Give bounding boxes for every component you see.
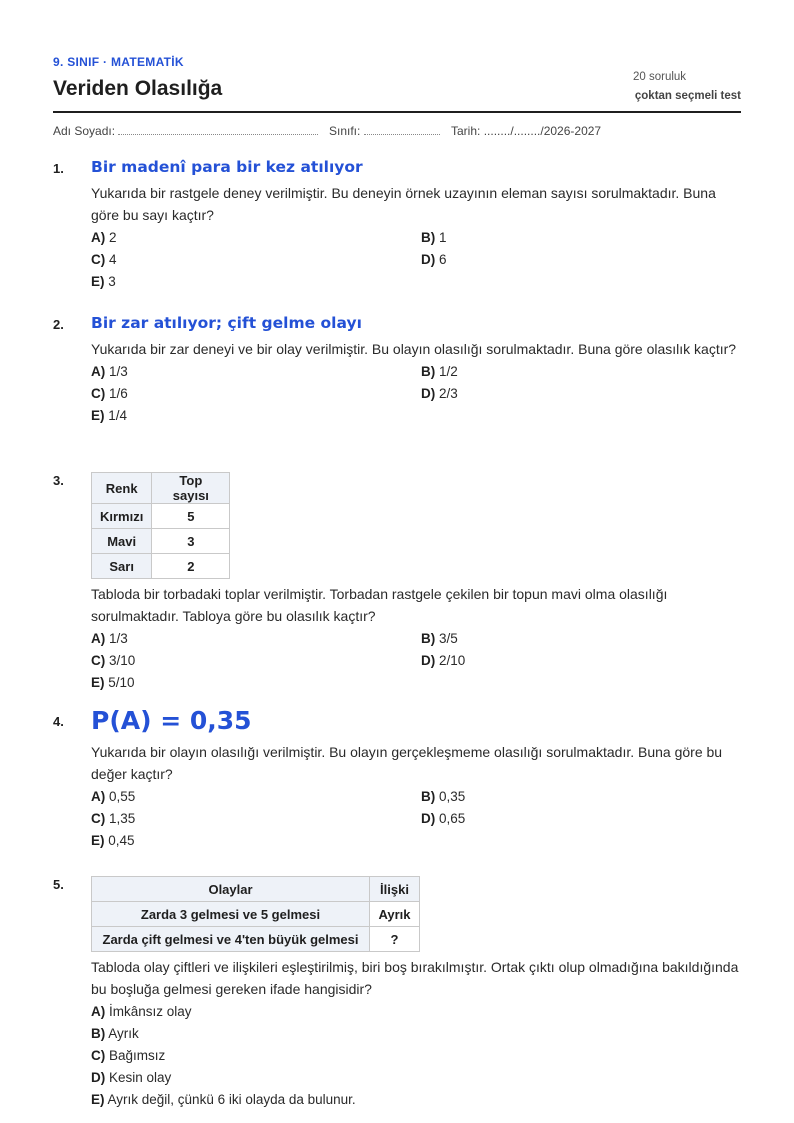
question-text: Tabloda bir torbadaki toplar verilmiştir. Torbadan rastgele çekilen bir topun mavi olma olasılığı sorulmaktadır. Tabloya göre bu olasılık kaçtır? <box>91 586 668 624</box>
table-cell: Zarda 3 gelmesi ve 5 gelmesi <box>92 902 370 927</box>
option-d[interactable]: D) 2/10 <box>421 653 466 668</box>
table-header: Renk <box>92 473 152 504</box>
name-blank[interactable] <box>118 125 318 135</box>
option-d[interactable]: D) 6 <box>421 252 447 267</box>
option-c[interactable]: C) 1,35 <box>91 811 136 826</box>
ball-count-table <box>91 472 230 579</box>
student-info-row <box>53 124 741 140</box>
question-number: 1. <box>53 161 64 176</box>
table-row <box>92 902 420 927</box>
table-cell: 2 <box>152 554 230 579</box>
date-field <box>451 124 601 138</box>
table-header: Olaylar <box>92 877 370 902</box>
option-e[interactable]: E) 5/10 <box>91 675 135 690</box>
table-row <box>92 529 230 554</box>
table-cell: ? <box>370 927 420 952</box>
option-a[interactable]: A) 1/3 <box>91 631 128 646</box>
question-heading: P(A) = 0,35 <box>91 706 252 735</box>
name-label: Adı Soyadı: <box>53 124 116 138</box>
option-b[interactable]: B) 3/5 <box>421 631 458 646</box>
question-heading: Bir zar atılıyor; çift gelme olayı <box>91 314 362 332</box>
question-count-label: 20 soruluk <box>633 71 687 83</box>
event-relation-table <box>91 876 420 952</box>
answer-options <box>91 789 741 855</box>
table-cell: Kırmızı <box>92 504 152 529</box>
question-heading: Bir madenî para bir kez atılıyor <box>91 158 363 176</box>
question-text: Yukarıda bir zar deneyi ve bir olay verilmiştir. Bu olayın olasılığı sorulmaktadır. Buna göre olasılık kaçtır? <box>91 341 737 357</box>
table-header: İlişki <box>370 877 420 902</box>
name-field[interactable] <box>53 124 318 138</box>
option-d[interactable]: D) 0,65 <box>421 811 466 826</box>
table-row <box>92 554 230 579</box>
table-cell: Ayrık <box>370 902 420 927</box>
option-e[interactable]: E) 3 <box>91 274 116 289</box>
option-a[interactable]: A) İmkânsız olay <box>91 1004 192 1019</box>
table-row <box>92 504 230 529</box>
date-label: Tarih: <box>451 124 481 138</box>
table-row <box>92 927 420 952</box>
option-d[interactable]: D) 2/3 <box>421 386 458 401</box>
option-e[interactable]: E) 0,45 <box>91 833 135 848</box>
table-header-row <box>92 877 420 902</box>
question-number: 3. <box>53 473 64 488</box>
option-d[interactable]: D) Kesin olay <box>91 1070 172 1085</box>
question-number: 5. <box>53 877 64 892</box>
worksheet-header <box>53 0 741 113</box>
option-b[interactable]: B) 0,35 <box>421 789 466 804</box>
table-cell: 3 <box>152 529 230 554</box>
page-title: Veriden Olasılığa <box>53 77 223 100</box>
option-c[interactable]: C) 3/10 <box>91 653 136 668</box>
option-e[interactable]: E) Ayrık değil, çünkü 6 iki olayda da bulunur. <box>91 1092 356 1107</box>
option-e[interactable]: E) 1/4 <box>91 408 128 423</box>
table-header-row <box>92 473 230 504</box>
test-type-label: çoktan seçmeli test <box>634 90 741 102</box>
option-b[interactable]: B) Ayrık <box>91 1026 139 1041</box>
option-c[interactable]: C) 1/6 <box>91 386 128 401</box>
question-text: Tabloda olay çiftleri ve ilişkileri eşleştirilmiş, biri boş bırakılmıştır. Ortak çıktı olup olmadığına bakıldığında bu boşluğa gelmesi gereken ifade hangisidir? <box>91 959 739 997</box>
table-cell: Mavi <box>92 529 152 554</box>
table-cell: 5 <box>152 504 230 529</box>
option-a[interactable]: A) 1/3 <box>91 364 128 379</box>
table-cell: Zarda çift gelmesi ve 4'ten büyük gelmesi <box>92 927 370 952</box>
class-field[interactable] <box>329 124 440 138</box>
answer-options <box>91 364 741 430</box>
worksheet-page <box>53 0 741 1107</box>
answer-options <box>91 230 741 296</box>
question-number: 4. <box>53 714 64 729</box>
date-value: ......../......../2026-2027 <box>483 124 602 138</box>
class-blank[interactable] <box>364 125 440 135</box>
answer-options <box>91 631 741 697</box>
table-cell: Sarı <box>92 554 152 579</box>
question-text: Yukarıda bir rastgele deney verilmiştir. Bu deneyin örnek uzayının eleman sayısı sorulmaktadır. Buna göre bu sayı kaçtır? <box>91 185 716 223</box>
table-header: Top sayısı <box>152 473 230 504</box>
grade-subject-label: 9. SINIF · MATEMATİK <box>53 55 184 69</box>
option-b[interactable]: B) 1/2 <box>421 364 458 379</box>
question-number: 2. <box>53 317 64 332</box>
answer-options <box>91 1004 741 1114</box>
option-c[interactable]: C) Bağımsız <box>91 1048 166 1063</box>
class-label: Sınıfı: <box>329 124 361 138</box>
question-text: Yukarıda bir olayın olasılığı verilmiştir. Bu olayın gerçekleşmeme olasılığı sorulmaktadır. Buna göre bu değer kaçtır? <box>91 744 723 782</box>
option-b[interactable]: B) 1 <box>421 230 447 245</box>
option-c[interactable]: C) 4 <box>91 252 117 267</box>
option-a[interactable]: A) 0,55 <box>91 789 136 804</box>
option-a[interactable]: A) 2 <box>91 230 117 245</box>
